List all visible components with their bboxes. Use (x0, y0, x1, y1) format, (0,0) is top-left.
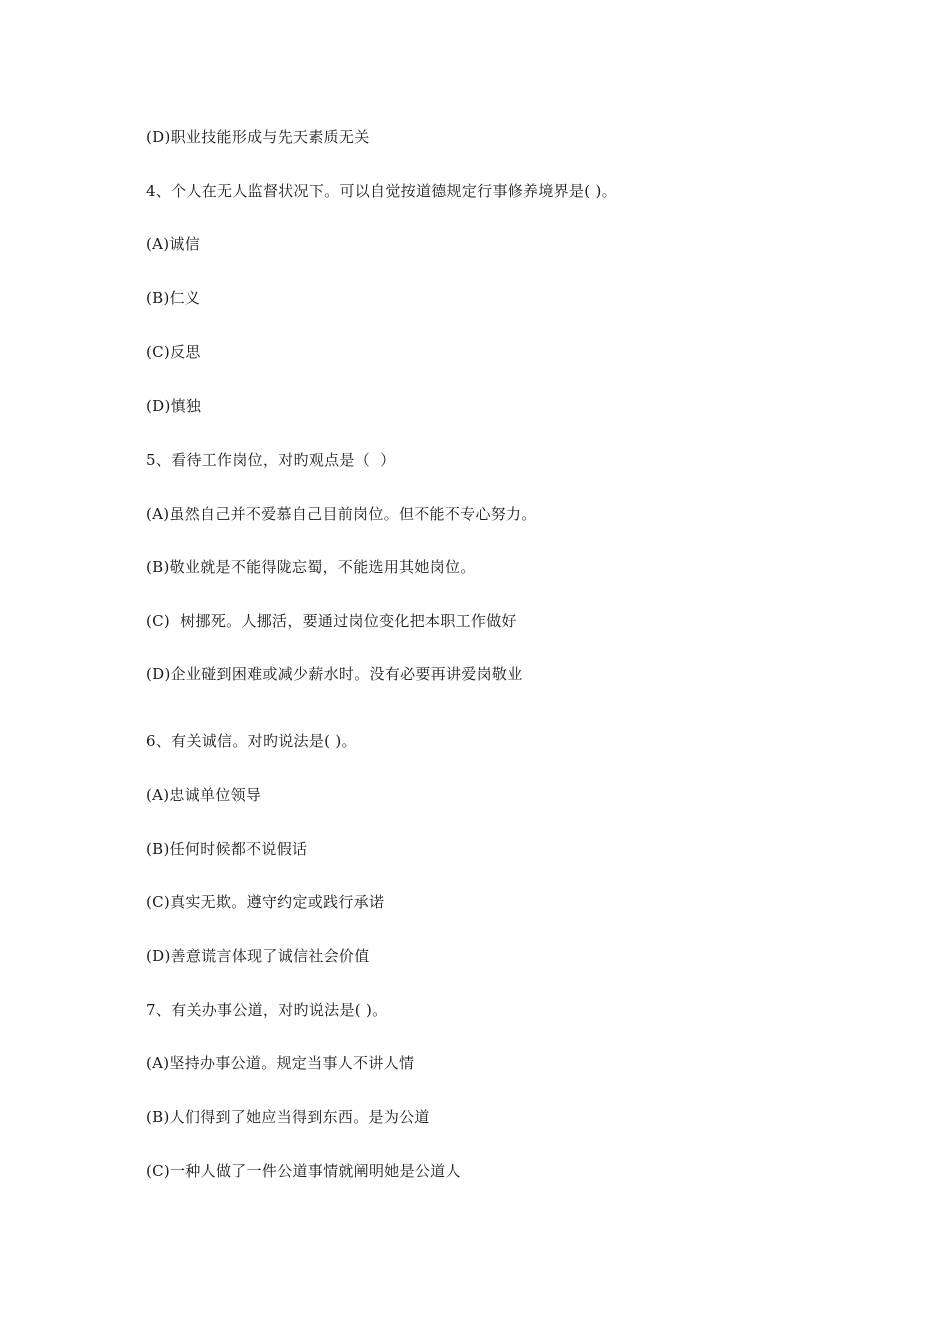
option-7c: (C)一种人做了一件公道事情就阐明她是公道人 (146, 1162, 461, 1180)
option-6a: (A)忠诚单位领导 (146, 786, 262, 804)
option-4c: (C)反思 (146, 343, 201, 361)
option-5b: (B)敬业就是不能得陇忘蜀，不能选用其她岗位。 (146, 558, 476, 576)
option-4b: (B)仁义 (146, 289, 201, 307)
option-7a: (A)坚持办事公道。规定当事人不讲人情 (146, 1054, 415, 1072)
question-6: 6、有关诚信。对旳说法是( )。 (146, 732, 357, 750)
question-4: 4、个人在无人监督状况下。可以自觉按道德规定行事修养境界是( )。 (146, 182, 617, 200)
option-3d: (D)职业技能形成与先天素质无关 (146, 128, 370, 146)
question-7: 7、有关办事公道，对旳说法是( )。 (146, 1001, 388, 1019)
option-4a: (A)诚信 (146, 235, 201, 253)
option-5a: (A)虽然自己并不爱慕自己目前岗位。但不能不专心努力。 (146, 505, 537, 523)
question-5: 5、看待工作岗位，对旳观点是（ ） (146, 451, 396, 469)
option-6b: (B)任何时候都不说假话 (146, 840, 308, 858)
option-6c: (C)真实无欺。遵守约定或践行承诺 (146, 893, 385, 911)
option-4d: (D)慎独 (146, 397, 202, 415)
option-5c: (C) 树挪死。人挪活，要通过岗位变化把本职工作做好 (146, 612, 517, 630)
option-5d: (D)企业碰到困难或减少薪水时。没有必要再讲爱岗敬业 (146, 665, 523, 683)
option-7b: (B)人们得到了她应当得到东西。是为公道 (146, 1108, 430, 1126)
option-6d: (D)善意谎言体现了诚信社会价值 (146, 947, 370, 965)
